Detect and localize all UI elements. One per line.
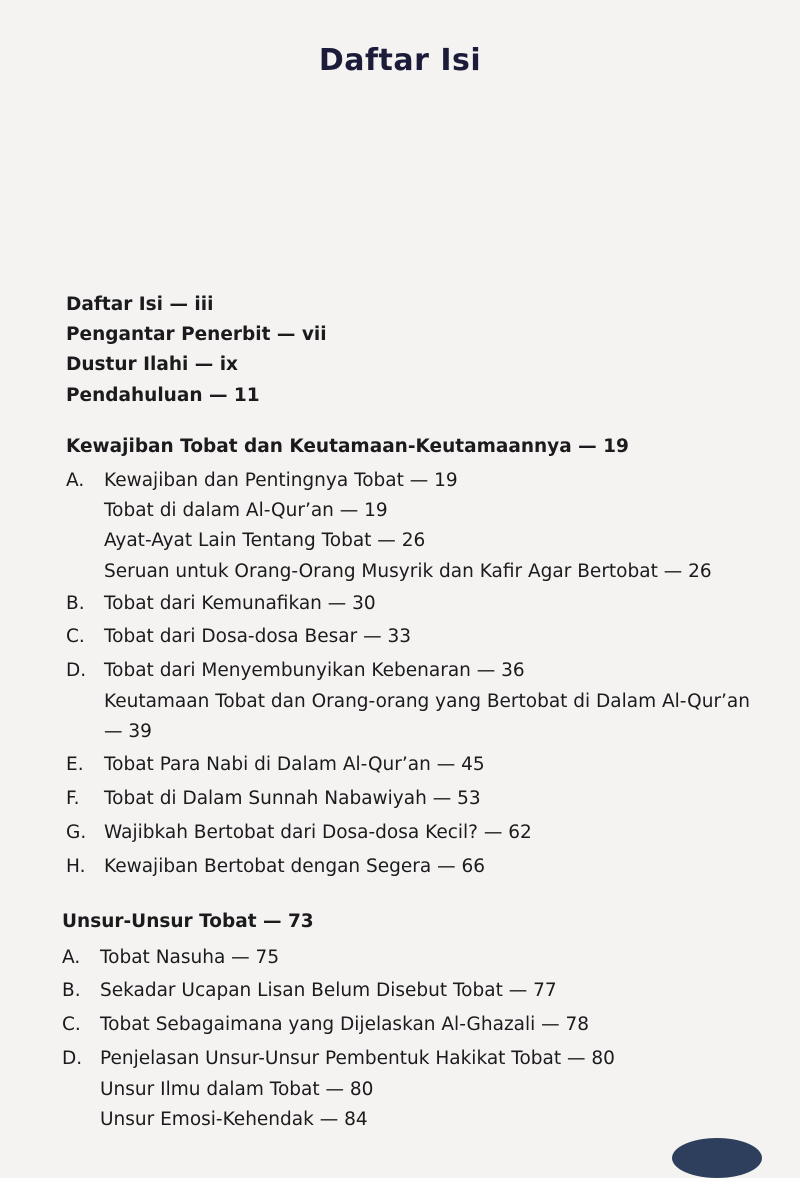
item-letter: B. <box>62 980 81 1001</box>
toc-front-entry: Pengantar Penerbit — vii <box>66 324 327 345</box>
page-title: Daftar Isi <box>318 43 482 78</box>
toc-subentry: Keutamaan Tobat dan Orang-orang yang Bertobat di Dalam Al-Qur’an <box>104 691 750 712</box>
toc-entry: Tobat dari Dosa-dosa Besar — 33 <box>104 626 411 647</box>
corner-ornament <box>672 1138 762 1178</box>
toc-entry: Kewajiban Bertobat dengan Segera — 66 <box>104 856 486 877</box>
item-letter: D. <box>66 660 87 681</box>
toc-front-entry: Dustur Ilahi — ix <box>66 354 238 375</box>
toc-subentry: Unsur Ilmu dalam Tobat — 80 <box>100 1079 374 1100</box>
toc-entry: Tobat Nasuha — 75 <box>100 947 280 968</box>
item-letter: C. <box>62 1014 81 1035</box>
toc-subentry: Seruan untuk Orang-Orang Musyrik dan Kafir Agar Bertobat — 26 <box>104 561 712 582</box>
item-letter: F. <box>66 788 80 809</box>
toc-front-entry: Daftar Isi — iii <box>66 294 214 315</box>
chapter-heading: Kewajiban Tobat dan Keutamaan-Keutamaannya — 19 <box>66 436 629 457</box>
toc-front-entry: Pendahuluan — 11 <box>66 385 260 406</box>
item-letter: C. <box>66 626 85 647</box>
item-letter: E. <box>66 754 84 775</box>
toc-entry: Tobat Para Nabi di Dalam Al-Qur’an — 45 <box>104 754 485 775</box>
toc-entry: Tobat dari Menyembunyikan Kebenaran — 36 <box>104 660 525 681</box>
toc-entry: Tobat Sebagaimana yang Dijelaskan Al-Ghazali — 78 <box>100 1014 590 1035</box>
chapter-heading: Unsur-Unsur Tobat — 73 <box>62 911 314 932</box>
toc-entry: Sekadar Ucapan Lisan Belum Disebut Tobat — 77 <box>100 980 557 1001</box>
item-letter: A. <box>66 470 85 491</box>
toc-subentry: — 39 <box>104 721 152 742</box>
toc-subentry: Ayat-Ayat Lain Tentang Tobat — 26 <box>104 530 426 551</box>
item-letter: H. <box>66 856 86 877</box>
toc-entry: Kewajiban dan Pentingnya Tobat — 19 <box>104 470 458 491</box>
item-letter: B. <box>66 593 85 614</box>
toc-entry: Tobat dari Kemunafikan — 30 <box>104 593 376 614</box>
item-letter: D. <box>62 1048 83 1069</box>
toc-subentry: Unsur Emosi-Kehendak — 84 <box>100 1109 368 1130</box>
item-letter: A. <box>62 947 81 968</box>
item-letter: G. <box>66 822 87 843</box>
toc-entry: Wajibkah Bertobat dari Dosa-dosa Kecil? — 62 <box>104 822 532 843</box>
toc-entry: Penjelasan Unsur-Unsur Pembentuk Hakikat Tobat — 80 <box>100 1048 615 1069</box>
toc-entry: Tobat di Dalam Sunnah Nabawiyah — 53 <box>104 788 481 809</box>
toc-subentry: Tobat di dalam Al-Qur’an — 19 <box>104 500 388 521</box>
